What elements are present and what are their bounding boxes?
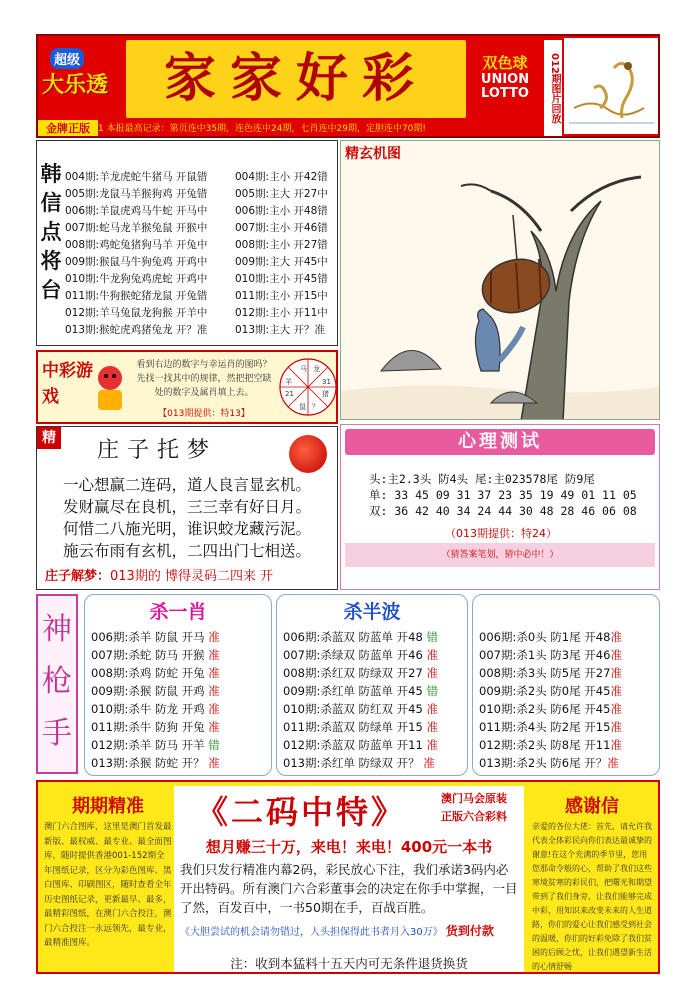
hanxin-row: 009期:猴鼠马牛狗兔鸡 开鸡中 009期:主大 开45中 — [65, 256, 328, 268]
two-code-ad — [174, 786, 524, 972]
prediction-row: 011期:杀蓝双 防绿单 开15 准 — [283, 720, 438, 734]
header-illustration — [564, 38, 658, 134]
union-lotto-logo — [470, 52, 540, 114]
prediction-row: 008期:杀鸡 防蛇 开兔 准 — [91, 666, 220, 680]
masthead — [36, 34, 660, 138]
prediction-row: 012期:杀2头 防8尾 开11准 — [479, 738, 622, 752]
hanxin-row: 012期:羊马兔鼠龙狗猴 开羊中 012期:主小 开11中 — [65, 307, 328, 319]
promo-line — [180, 922, 518, 939]
poem-line: 何惜二八施光明，谁识蛟龙藏污泥。 — [63, 520, 312, 538]
sharpshooter-title: 神枪手 — [42, 612, 72, 751]
logo-left-main: 大乐透 — [42, 73, 109, 98]
mystery-picture-panel — [340, 140, 660, 420]
hanxin-row: 006期:羊鼠虎鸡马牛蛇 开马中 006期:主小 开48错 — [65, 205, 328, 217]
mascot-icon — [90, 362, 130, 412]
prediction-row: 010期:杀2头 防6尾 开45准 — [479, 702, 622, 716]
dream-tag: 精 — [37, 427, 61, 449]
prediction-row: 013期:杀2头 防6尾 开？准 — [479, 756, 619, 770]
prediction-row: 010期:杀蓝双 防红双 开45 准 — [283, 702, 438, 716]
wheel-label: 鼠 — [299, 403, 306, 411]
psych-line: 头:主2.3头 防4头 尾:主023578尾 防9尾 — [369, 472, 595, 486]
prediction-row: 013期:杀红单 防绿双 开？ 准 — [283, 756, 435, 770]
wheel-label: 31 — [322, 378, 331, 386]
hanxin-row: 004期:羊龙虎蛇牛猪马 开鼠错 004期:主小 开42错 — [65, 171, 328, 183]
logo-left-top: 超级 — [50, 48, 84, 69]
mystery-picture-label: 精玄机图 — [345, 146, 401, 162]
prediction-row: 012期:杀蓝双 防蓝单 开11 准 — [283, 738, 438, 752]
super-lotto-logo — [42, 44, 122, 114]
zhuangzi-dream-panel — [36, 426, 338, 590]
accuracy-text: 澳门六合图库，这里是澳门首发最新版、最权威、最专业、最全面图库，随时提供香港001-152期全年图纸记录，区分为彩色图库、黑白图库、印刷图区，随时查看全年历史图纸记录，更新最早、最多，最精彩图纸，在澳门六合投注，澳门六合投注一永远领先，最专业，最精准图库。 — [44, 822, 172, 948]
kill-half-wave-title: 杀半波 — [343, 601, 401, 623]
lottery-game-title: 中彩游戏 — [42, 361, 93, 407]
accuracy-title: 期期精准 — [72, 796, 144, 817]
lottery-game-note: 【013期提供：特13】 — [158, 409, 250, 419]
kill-one-zodiac-title: 杀一肖 — [149, 601, 207, 623]
lottery-game-text: 看到右边的数字与幸运肖的图吗？先找一找其中的规律，然把把空缺处的数字及属肖填上去。 — [136, 360, 272, 398]
hanxin-row: 010期:牛龙狗兔鸡虎蛇 开鸡中 010期:主小 开45错 — [65, 273, 328, 285]
psych-test-panel — [340, 424, 660, 590]
psych-period: （013期提供：特24） — [445, 527, 557, 540]
prediction-row: 012期:杀羊 防马 开羊 错 — [91, 738, 220, 752]
poem-line: 发财赢尽在良机，三三幸有好日月。 — [63, 498, 312, 516]
prediction-row: 009期:杀2头 防0尾 开45准 — [479, 684, 622, 698]
wheel-label: ？ — [312, 403, 319, 411]
refund-note: 注：收到本猛料十五天内可无条件退货换货 — [230, 956, 468, 971]
prediction-row: 008期:杀3头 防5尾 开27准 — [479, 666, 622, 680]
bottom-ad-panel — [36, 780, 660, 974]
hanxin-row: 005期:龙鼠马羊猴狗鸡 开兔错 005期:主大 开27中 — [65, 188, 328, 200]
prediction-row: 006期:杀0头 防1尾 开48准 — [479, 630, 622, 644]
prediction-row: 010期:杀牛 防龙 开鸡 准 — [91, 702, 220, 716]
wheel-label: 21 — [285, 390, 294, 398]
tree-wolf-barrel-illustration — [341, 141, 660, 420]
gold-edition-badge: 金牌正版 — [38, 120, 98, 138]
dream-answer — [45, 565, 335, 584]
wheel-label: 马 — [300, 365, 307, 373]
psych-test-header — [345, 429, 655, 455]
record-ticker: 1 本报最高记录：第页连中35期，连色连中24期，七肖连中29期，定胆连中70期! — [98, 124, 427, 134]
hanxin-title: 韩信点将台 — [40, 161, 62, 302]
sun-icon — [289, 435, 327, 473]
two-code-title: 《二码中特》 — [195, 793, 406, 831]
ad-description: 我们只发行精准内幕2码，彩民放心下注，我们承诺3码内必开出特码。所有澳门六合彩董事会的决定在你手中掌握，一目了然，百发百中，一书50期在手，百战百胜。 — [180, 862, 518, 915]
hanxin-row: 011期:牛狗猴蛇猪龙鼠 开兔错 011期:主小 开15中 — [65, 290, 328, 302]
poem-line: 施云布雨有玄机，二四出门七相送。 — [63, 542, 312, 560]
sharpshooter-panel — [36, 594, 78, 774]
psych-test-title: 心理测试 — [458, 431, 542, 452]
psych-line: 双: 36 42 40 34 24 44 30 48 28 46 06 08 — [369, 504, 637, 518]
cash-on-delivery: 货到付款 — [445, 924, 494, 938]
macau-original-line2: 正版六合彩料 — [441, 810, 507, 823]
wheel-label: 猪 — [322, 390, 329, 398]
hanxin-row: 008期:鸡蛇兔猪狗马羊 开兔中 008期:主小 开27错 — [65, 239, 328, 251]
macau-original — [426, 790, 522, 826]
macau-original-line1: 澳门马会原装 — [441, 792, 507, 805]
prediction-row: 013期:杀猴 防蛇 开？ 准 — [91, 756, 220, 770]
logo-right-top: 双色球 — [482, 54, 528, 72]
page-title: 家家好彩 — [126, 40, 466, 118]
prediction-row: 008期:杀红双 防绿双 开27 准 — [283, 666, 438, 680]
dream-answer-label: 庄子解梦： — [45, 569, 111, 584]
logo-right-line1: UNION — [480, 72, 530, 87]
kill-head-panel — [472, 594, 660, 776]
lottery-game-panel — [36, 350, 338, 424]
wheel-label: 羊 — [285, 378, 292, 386]
prediction-row: 011期:杀4头 防2尾 开15准 — [479, 720, 622, 734]
hanxin-panel — [36, 140, 338, 346]
promo-text: 《大胆尝试的机会请勿错过，人头担保得此书者月入30万》 — [180, 927, 443, 938]
kill-half-wave-panel — [276, 594, 468, 776]
dream-answer-value: 013期的 博得灵码二四来 开 — [110, 569, 274, 584]
hanxin-row: 013期:猴蛇虎鸡猪兔龙 开？准 013期:主大 开？准 — [65, 324, 325, 336]
wheel-label: 龙 — [313, 365, 320, 373]
dream-title: 庄子托梦 — [97, 438, 218, 463]
psych-banner: （猜答案笔划，猜中必中！） — [345, 543, 655, 567]
kill-one-zodiac-panel — [84, 594, 272, 776]
logo-right-line2: LOTTO — [481, 86, 529, 101]
replay-note: 012期图片回放 — [544, 40, 562, 136]
call-slogan: 想月赚三十万，来电！来电！400元一本书 — [205, 838, 493, 856]
zodiac-wheel — [278, 356, 338, 418]
prediction-row: 006期:杀蓝双 防蓝单 开48 错 — [283, 630, 438, 644]
hanxin-row: 007期:蛇马龙羊猴兔鼠 开猴中 007期:主小 开46错 — [65, 222, 328, 234]
psych-line: 单: 33 45 09 31 37 23 35 19 49 01 11 05 — [369, 488, 637, 502]
poem-line: 一心想赢二连码，道人良言显玄机。 — [63, 476, 312, 494]
prediction-row: 009期:杀红单 防蓝单 开45 错 — [283, 684, 438, 698]
prediction-row: 007期:杀绿双 防蓝单 开46 准 — [283, 648, 438, 662]
prediction-row: 006期:杀羊 防鼠 开马 准 — [91, 630, 220, 644]
thanks-letter-title: 感谢信 — [565, 796, 619, 817]
prediction-row: 009期:杀猴 防鼠 开鸡 准 — [91, 684, 220, 698]
prediction-row: 007期:杀蛇 防马 开猴 准 — [91, 648, 220, 662]
prediction-row: 011期:杀牛 防狗 开兔 准 — [91, 720, 220, 734]
prediction-row: 007期:杀1头 防3尾 开46准 — [479, 648, 622, 662]
thanks-letter-text: 亲爱的各位大佬：首先，请允许我代表全体彩民向你们表达最诚挚的谢意!在这个充满的季节里，您用您那命令般的心，帮助了我们这些寒境贫寒的彩民们，把曙光和期望带到了我们身旁，让我们能够完成中彩，用知识来改变未来的人生道路，你们的爱心让我们感受到社会的温暖，你们的好彩免除了我们贫困的后顾之忧，让我们遇望新生活的心情舒畅 — [532, 822, 652, 971]
